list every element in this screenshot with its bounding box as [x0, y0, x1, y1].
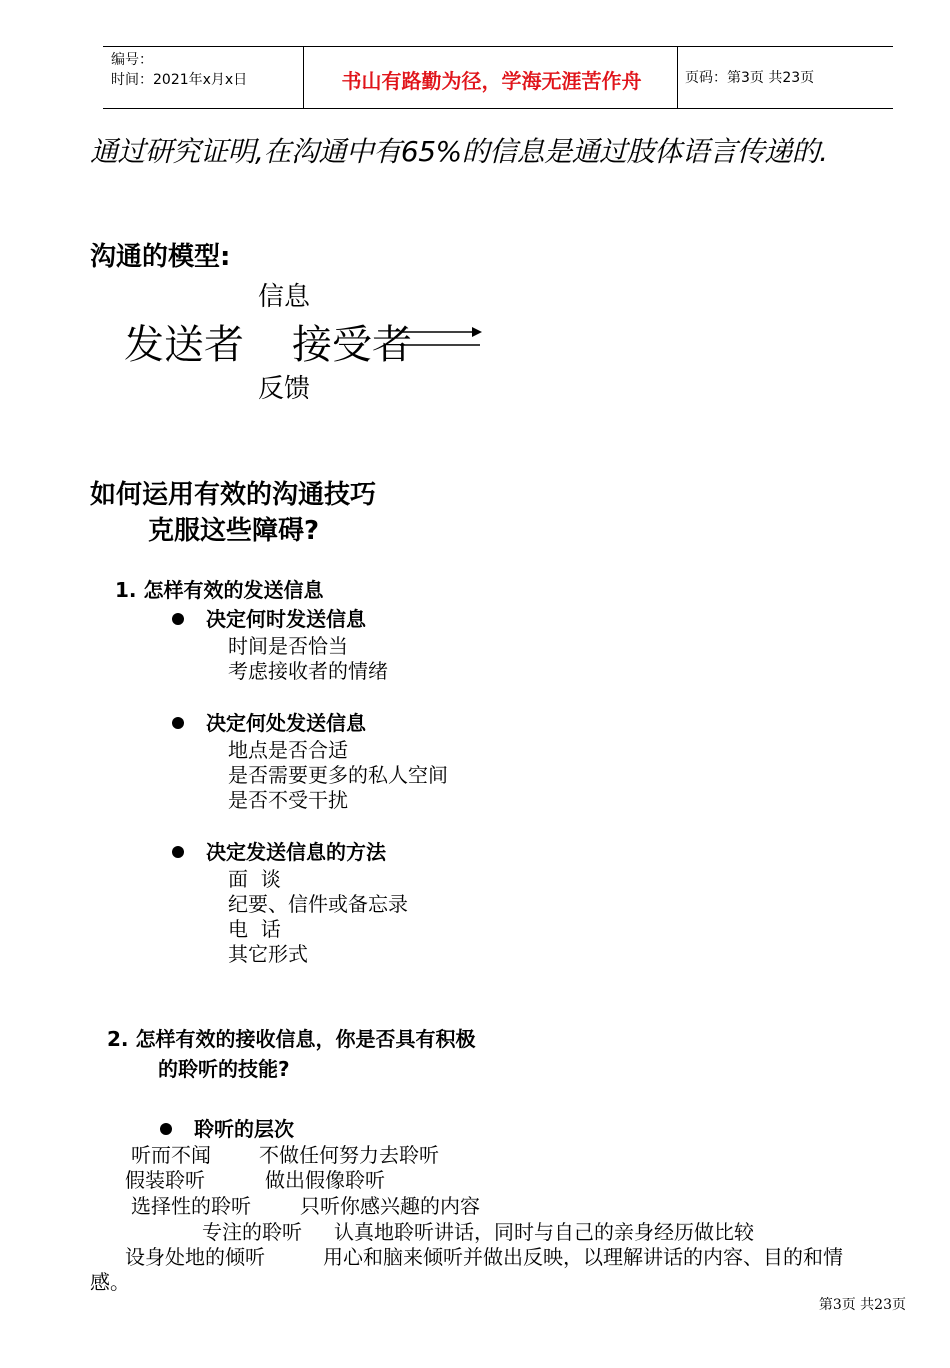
listening-level-name: 专注的聆听: [202, 1220, 302, 1244]
model-heading: 沟通的模型:: [90, 242, 231, 272]
list-item: [172, 603, 366, 632]
bullet-label: 决定发送信息的方法: [206, 840, 386, 864]
listening-level-name: 听而不闻: [131, 1143, 211, 1167]
listening-level-desc: 不做任何努力去聆听: [259, 1143, 439, 1167]
bullet-icon: [172, 846, 184, 858]
model-info-label: 信息: [258, 282, 311, 312]
listening-level-desc-continued: 感。: [90, 1270, 130, 1294]
listening-level-desc: 用心和脑来倾听并做出反映，以理解讲话的内容、目的和情: [323, 1245, 843, 1269]
sub-item: 时间是否恰当: [228, 634, 348, 658]
listening-level-name: 设身处地的倾听: [125, 1245, 265, 1269]
sub-item: 地点是否合适: [228, 738, 348, 762]
bullet-label: 决定何时发送信息: [206, 607, 366, 631]
header-number-label: 编号：: [111, 52, 153, 68]
model-feedback-label: 反馈: [258, 374, 311, 404]
question-heading-line2: 克服这些障碍?: [148, 516, 320, 546]
sub-item: 是否不受干扰: [228, 788, 348, 812]
bullet-label: 聆听的层次: [194, 1117, 294, 1141]
question-heading-line1: 如何运用有效的沟通技巧: [90, 480, 377, 510]
model-arrow-icon: [400, 324, 484, 350]
page-header: [103, 46, 893, 109]
sub-item: 电 话: [228, 917, 281, 941]
sub-item: 其它形式: [228, 942, 308, 966]
listening-level-name: 假装聆听: [125, 1168, 205, 1192]
header-motto: 书山有路勤为径，学海无涯苦作舟: [341, 69, 642, 93]
list-item: [172, 707, 366, 736]
bullet-label: 决定何处发送信息: [206, 711, 366, 735]
model-receiver: 接受者: [292, 322, 412, 368]
sub-item: 考虑接收者的情绪: [228, 659, 388, 683]
bullet-icon: [172, 717, 184, 729]
section1-title: 1. 怎样有效的发送信息: [115, 578, 324, 602]
bullet-icon: [172, 613, 184, 625]
list-item: [172, 836, 386, 865]
header-page-info: 页码：第3页 共23页: [685, 70, 815, 86]
list-item: [160, 1113, 294, 1142]
page-footer: 第3页 共23页: [818, 1297, 906, 1313]
listening-level-desc: 认真地聆听讲话，同时与自己的亲身经历做比较: [334, 1220, 754, 1244]
sub-item: 面 谈: [228, 867, 281, 891]
header-time-label: 时间：2021年x月x日: [111, 72, 248, 88]
listening-level-desc: 做出假像聆听: [265, 1168, 385, 1192]
section2-title-line2: 的聆听的技能?: [158, 1057, 290, 1081]
sub-item: 纪要、信件或备忘录: [228, 892, 408, 916]
header-divider: [303, 47, 304, 108]
header-meta: [111, 50, 247, 90]
section2-title-line1: 2. 怎样有效的接收信息，你是否具有积极: [107, 1027, 476, 1051]
bullet-icon: [160, 1123, 172, 1135]
model-sender: 发送者: [124, 322, 244, 368]
listening-level-desc: 只听你感兴趣的内容: [300, 1194, 480, 1218]
intro-statement: 通过研究证明,在沟通中有65%的信息是通过肢体语言传递的.: [90, 135, 828, 168]
sub-item: 是否需要更多的私人空间: [228, 763, 448, 787]
listening-level-name: 选择性的聆听: [131, 1194, 251, 1218]
